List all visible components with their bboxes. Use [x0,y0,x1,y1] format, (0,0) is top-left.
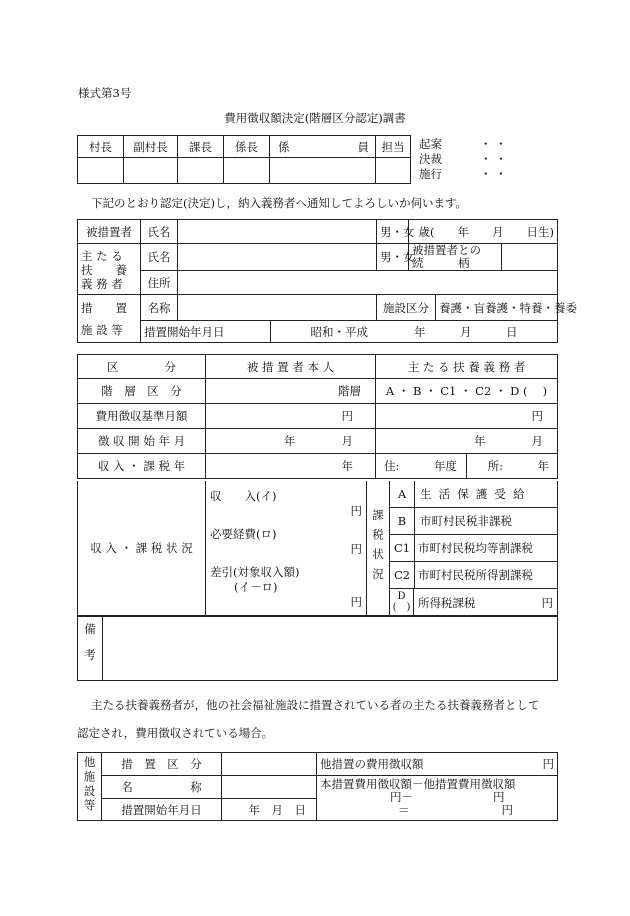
monthly-self: 円 [206,404,376,429]
income-year-self: 年 [206,454,376,479]
tax-status-rows [390,481,557,615]
guardian-label: 主 た る 扶 養 義 務 者 [78,244,141,295]
tax-row-a: A 生 活 保 護 受 給 [390,481,557,508]
approval-header-vice-mayor: 副村長 [124,136,178,158]
classification-table [77,354,558,479]
guardian-address-label: 住所 [141,271,178,295]
approval-stamp-box [124,158,178,184]
person-age: 歳( 年 月 日生) [409,220,558,244]
draft-label: 起案 [419,137,442,151]
tax-row-c2: C2 市町村民税所得割課税 [390,562,557,589]
income-year-income-tax: 所: 年 [467,454,558,479]
other-start-value: 年 月 日 [222,799,317,821]
intro-text: 下記のとおり認定(決定)し，納入義務者へ通知してよろしいか伺います。 [91,196,468,210]
start-month-guardian: 年 月 [376,429,558,454]
start-month-self: 年 月 [206,429,376,454]
person-label: 被措置者 [78,220,141,244]
row-label-income-year: 収 入 ・ 課 税 年 [78,454,206,479]
person-sex: 男・女 [377,220,409,244]
facility-start-label: 措置開始年月日 [141,321,271,343]
col-header-self: 被 措 置 者 本 人 [206,355,376,379]
row-label-monthly-standard: 費用徴収基準月額 [78,404,206,429]
diff-sub-label: (イ－ロ) [234,580,278,594]
other-fee: 他措置の費用徴収額 円 [317,753,558,776]
person-name-label: 氏名 [141,220,178,244]
guardian-name-value [178,244,377,271]
page-title: 費用徴収額決定(階層区分認定)調書 [224,111,406,125]
approval-header-section-chief: 課長 [178,136,224,158]
other-facility-table [77,752,558,821]
guardian-address-value [178,271,558,295]
enforcement-label: 施行 [419,167,442,181]
approval-stamp-box [78,158,124,184]
other-category-value [222,753,317,776]
approval-table [77,135,411,184]
income-label: 収 入(イ) [210,489,277,503]
remarks-label: 備考 [78,616,103,680]
tax-row-d: D ( ) 所得税課税 円 [390,589,557,615]
form-number: 様式第3号 [78,86,132,100]
tax-row-b: B 市町村民税非課税 [390,508,557,535]
income-tax-label: 収 入 ・ 課 税 状 況 [78,481,206,615]
income-tax-block [77,481,558,616]
income-amounts [206,481,367,615]
monthly-guardian: 円 [376,404,558,429]
guardian-name-label: 氏名 [141,244,178,271]
col-header-guardian: 主 た る 扶 養 義 務 者 [376,355,558,379]
diff-label: 差引(対象収入額) [210,565,300,579]
guardian-sex: 男・女 [377,244,409,271]
approval-stamp-box [224,158,270,184]
row-label-tier: 階 層 区 分 [78,379,206,404]
note-line-2: 認定され，費用徴収されている場合。 [77,726,274,740]
approval-header-in-charge: 担当 [376,136,411,158]
other-facility-label: 他施設等 [78,753,102,821]
facility-name-label: 名称 [141,295,178,321]
diff-yen: 円 [350,595,362,609]
note-line-1: 主たる扶養義務者が，他の社会福祉施設に措置されている者の主たる扶養義務者として [91,698,540,712]
approval-stamp-box [376,158,411,184]
expense-label: 必要経費(ロ) [210,527,277,541]
approval-header-subsection-chief: 係長 [224,136,270,158]
approval-header-member: 員 [324,136,376,158]
remarks-top-rule [77,616,557,617]
remarks-box [77,616,558,681]
facility-start-value: 昭和・平成 年 月 日 [271,321,558,343]
facility-category-label: 施設区分 [377,295,436,321]
approval-header-mayor: 村長 [78,136,124,158]
row-label-start-month: 徴 収 開 始 年 月 [78,429,206,454]
other-name-value [222,776,317,799]
approval-header-staff: 係 [270,136,324,158]
tax-row-c1: C1 市町村民税均等割課税 [390,535,557,562]
expense-yen: 円 [350,542,362,556]
tier-self: 階層 [206,379,376,404]
facility-label: 措 置 施 設 等 [78,295,141,343]
fee-calculation: 本措置費用徴収額－他措置費用徴収額 円－ 円 ＝ 円 [317,776,558,821]
other-category-label: 措 置 区 分 [102,753,222,776]
facility-category-value: 養護・盲養護・特養・養委 [436,295,558,321]
guardian-relation-label: 被措置者との 続 柄 [409,244,502,271]
tax-status-label: 課税状況 [367,481,390,615]
col-header-category: 区 分 [78,355,206,379]
decision-label: 決裁 [419,152,442,166]
other-start-label: 措置開始年月日 [102,799,222,821]
person-name-value [178,220,377,244]
income-yen: 円 [350,504,362,518]
facility-name-value [178,295,377,321]
guardian-relation-value [502,244,558,271]
tier-guardian: A ・ B ・ C1 ・ C2 ・ D ( ) [376,379,558,404]
other-name-label: 名 称 [102,776,222,799]
main-info-table [77,219,577,343]
approval-stamp-box [178,158,224,184]
approval-stamp-box [270,158,376,184]
approval-dates: 起案 ・ ・ 決裁 ・ ・ 施行 ・ ・ [419,137,507,181]
income-year-resident: 住: 年度 [376,454,467,479]
